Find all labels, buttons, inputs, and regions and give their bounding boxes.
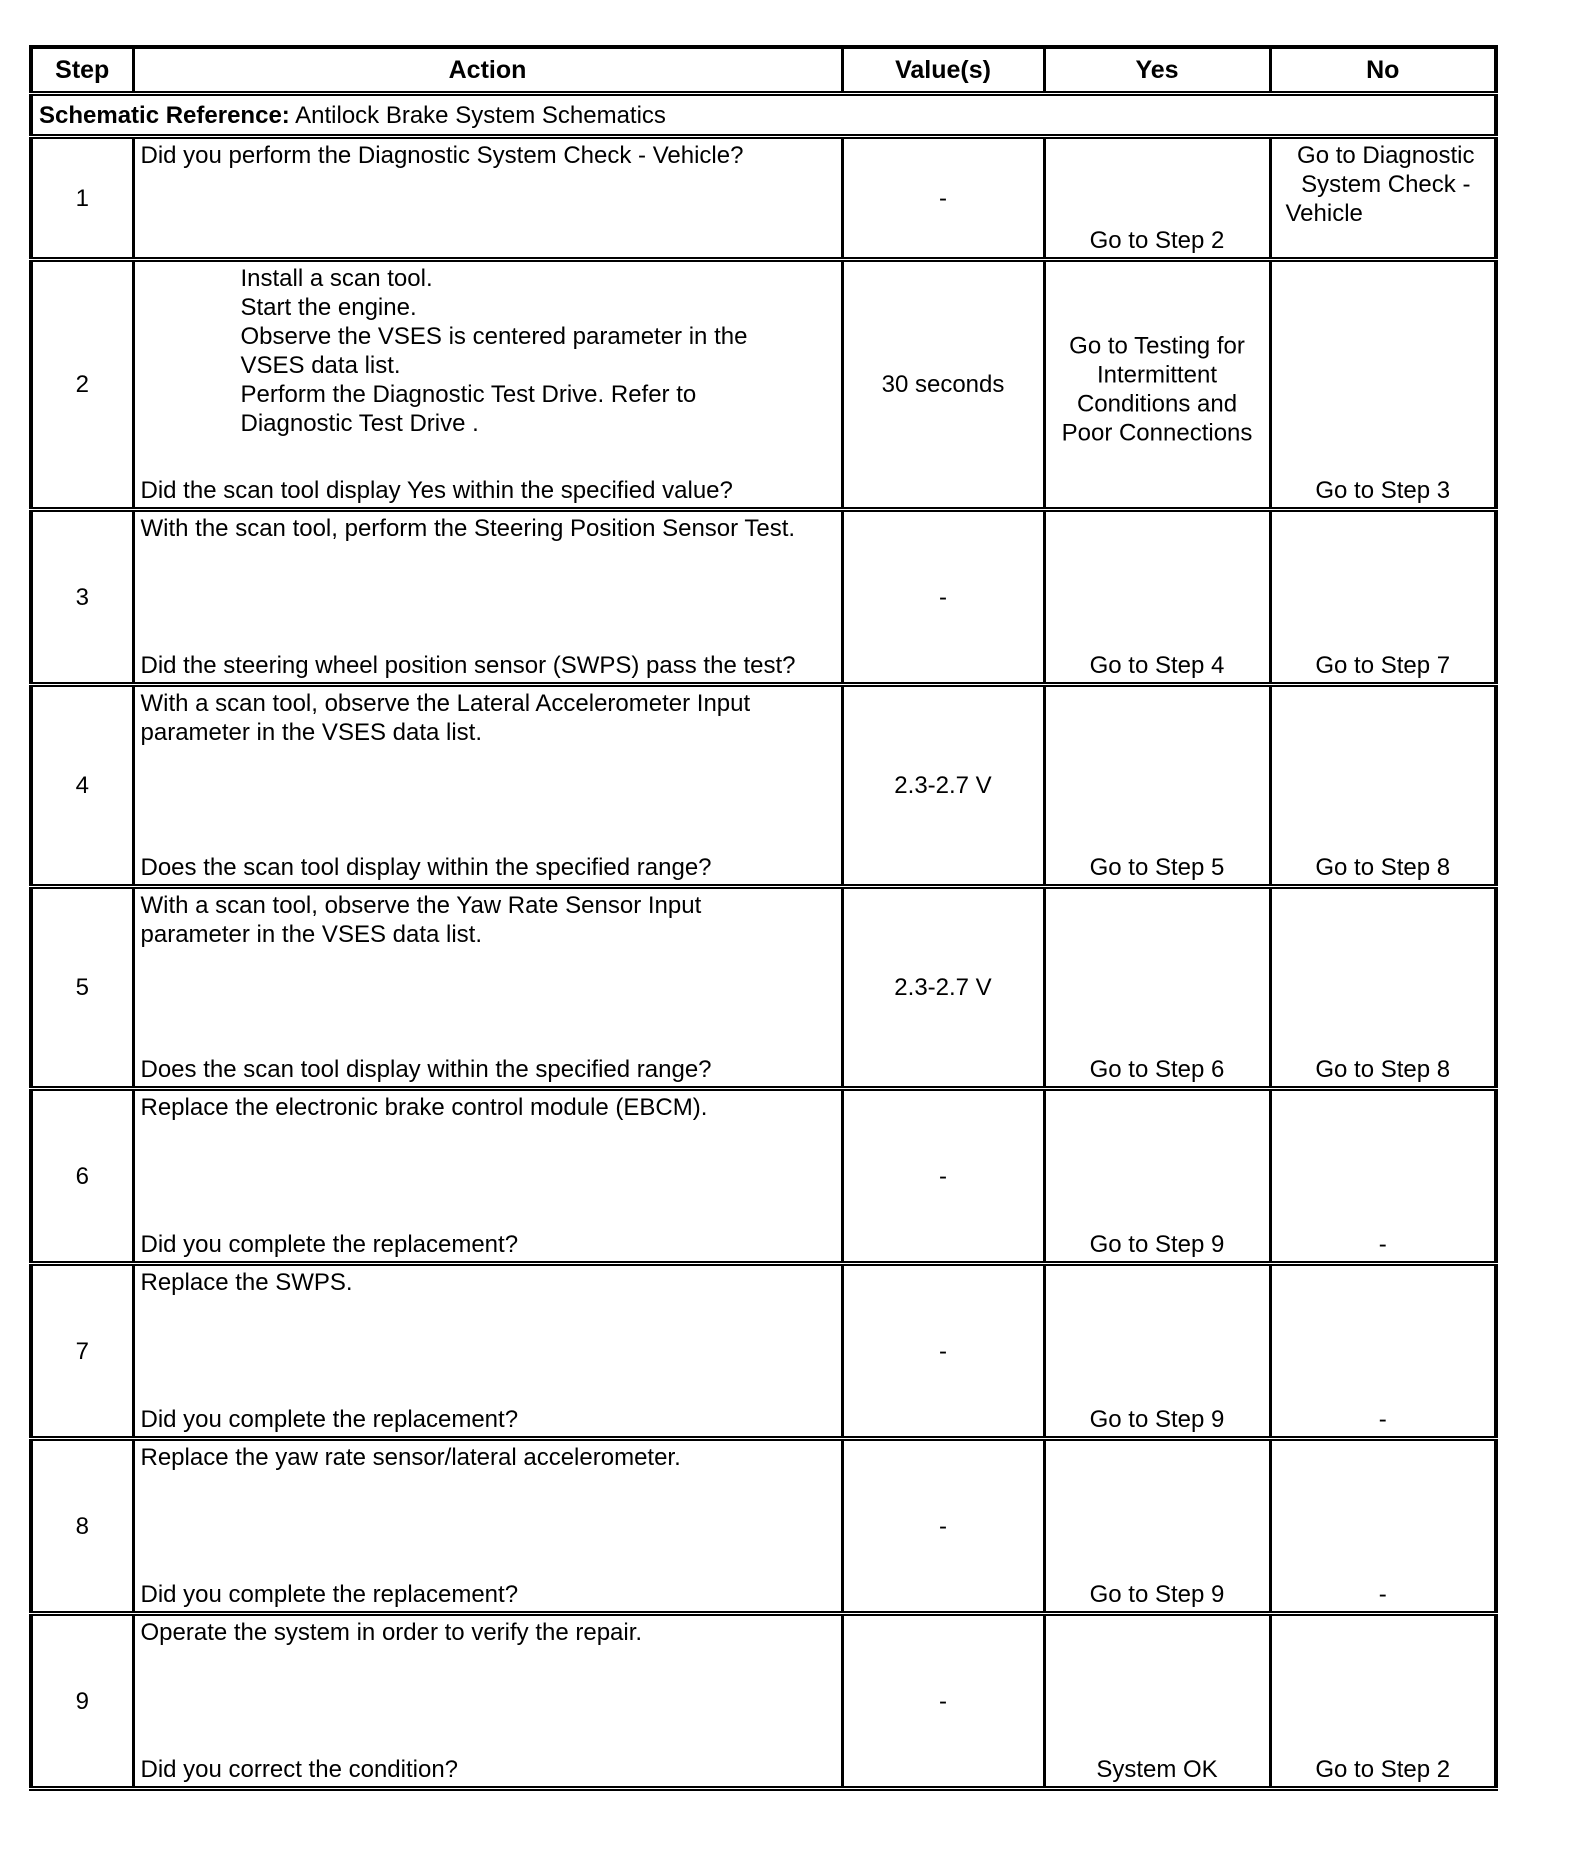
action-question: Does the scan tool display within the specified range? (140, 1056, 712, 1083)
action-cell (133, 1439, 842, 1614)
action-cell (133, 1264, 842, 1439)
no-text: Go to Step 3 (1315, 477, 1451, 504)
action-text: Replace the SWPS. (140, 1269, 353, 1296)
yes-line: Conditions and (1076, 390, 1238, 418)
header-action: Action (133, 47, 842, 94)
yes-line: Poor Connections (1061, 419, 1253, 447)
action-list-item: VSES data list. (240, 352, 401, 379)
yes-text: Go to Step 9 (1089, 1581, 1225, 1608)
action-question: Did the scan tool display Yes within the specified value? (140, 477, 733, 504)
yes-cell (1044, 1089, 1270, 1264)
no-cell (1270, 1089, 1496, 1264)
no-cell (1270, 1264, 1496, 1439)
table-row (31, 137, 1496, 260)
action-cell (133, 685, 842, 887)
action-question: Did the steering wheel position sensor (SWPS) pass the test? (140, 652, 796, 679)
no-text: Go to Step 8 (1315, 854, 1451, 881)
action-list-item: Perform the Diagnostic Test Drive. Refer to (240, 381, 697, 408)
action-list-item: Start the engine. (240, 294, 417, 321)
yes-text (1046, 331, 1269, 447)
header-row (31, 47, 1496, 94)
action-question: Does the scan tool display within the specified range? (140, 854, 712, 881)
action-text (141, 891, 835, 949)
step-number: 5 (31, 887, 133, 1089)
yes-cell (1044, 1264, 1270, 1439)
action-list-item: Install a scan tool. (240, 265, 433, 292)
value-cell: - (842, 1089, 1044, 1264)
action-cell (133, 137, 842, 260)
yes-cell (1044, 137, 1270, 260)
value-cell: - (842, 510, 1044, 685)
table-row (31, 1439, 1496, 1614)
yes-line: Go to Testing for (1069, 332, 1245, 360)
header-yes: Yes (1044, 47, 1270, 94)
yes-cell (1044, 887, 1270, 1089)
schematic-label: Schematic Reference: (39, 101, 290, 129)
no-cell (1270, 1614, 1496, 1789)
table-row (31, 1264, 1496, 1439)
action-cell (133, 1089, 842, 1264)
action-question: Did you complete the replacement? (140, 1231, 519, 1258)
header-values: Value(s) (842, 47, 1044, 94)
yes-text: Go to Step 9 (1089, 1231, 1225, 1258)
action-text (141, 689, 835, 747)
action-line: With a scan tool, observe the Lateral Accelerometer Input (140, 690, 751, 717)
value-cell: - (842, 137, 1044, 260)
table-row (31, 685, 1496, 887)
action-text: Replace the yaw rate sensor/lateral accelerometer. (140, 1444, 681, 1471)
value-cell: - (842, 1614, 1044, 1789)
no-cell (1270, 685, 1496, 887)
step-number: 8 (31, 1439, 133, 1614)
step-number: 9 (31, 1614, 133, 1789)
yes-text: System OK (1096, 1756, 1218, 1783)
yes-text: Go to Step 9 (1089, 1406, 1225, 1433)
yes-text: Go to Step 4 (1089, 652, 1225, 679)
table-row (31, 887, 1496, 1089)
diagnostic-table (29, 45, 1498, 1791)
yes-text: Go to Step 6 (1089, 1056, 1225, 1083)
value-cell: - (842, 1439, 1044, 1614)
no-line: Vehicle (1285, 200, 1363, 227)
value-cell: 30 seconds (842, 260, 1044, 510)
no-line: Go to Diagnostic (1297, 142, 1475, 169)
no-text (1286, 141, 1487, 228)
step-number: 4 (31, 685, 133, 887)
action-text: With the scan tool, perform the Steering Position Sensor Test. (140, 515, 796, 542)
step-number: 2 (31, 260, 133, 510)
action-cell (133, 1614, 842, 1789)
action-list (241, 264, 835, 438)
action-cell (133, 260, 842, 510)
schematic-reference (31, 94, 1496, 137)
step-number: 1 (31, 137, 133, 260)
no-cell (1270, 1439, 1496, 1614)
action-question: Did you complete the replacement? (140, 1581, 519, 1608)
action-line: With a scan tool, observe the Yaw Rate Sensor Input (140, 892, 702, 919)
action-line: parameter in the VSES data list. (140, 921, 483, 948)
table-row (31, 1089, 1496, 1264)
schematic-row (31, 94, 1496, 137)
yes-cell (1044, 1439, 1270, 1614)
action-list-item: Observe the VSES is centered parameter in the (240, 323, 748, 350)
no-cell (1270, 137, 1496, 260)
action-text: Operate the system in order to verify the repair. (140, 1619, 643, 1646)
action-line: parameter in the VSES data list. (140, 719, 483, 746)
table-row (31, 1614, 1496, 1789)
yes-cell (1044, 1614, 1270, 1789)
action-text: Did you perform the Diagnostic System Check - Vehicle? (140, 142, 744, 169)
table-row (31, 510, 1496, 685)
value-cell: 2.3-2.7 V (842, 685, 1044, 887)
yes-text: Go to Step 2 (1089, 227, 1225, 254)
yes-cell (1044, 510, 1270, 685)
yes-line: Intermittent (1096, 361, 1218, 389)
no-cell (1270, 510, 1496, 685)
action-question: Did you correct the condition? (140, 1756, 459, 1783)
no-text: Go to Step 7 (1315, 652, 1451, 679)
no-cell (1270, 260, 1496, 510)
no-text: Go to Step 8 (1315, 1056, 1451, 1083)
table-row (31, 260, 1496, 510)
action-question: Did you complete the replacement? (140, 1406, 519, 1433)
action-cell (133, 887, 842, 1089)
diagnostic-table-sheet (29, 45, 1494, 1791)
step-number: 6 (31, 1089, 133, 1264)
no-text: Go to Step 2 (1315, 1756, 1451, 1783)
action-cell (133, 510, 842, 685)
no-line: System Check - (1301, 171, 1471, 198)
no-text: - (1378, 1406, 1387, 1433)
header-step: Step (31, 47, 133, 94)
yes-cell (1044, 260, 1270, 510)
step-number: 3 (31, 510, 133, 685)
action-text: Replace the electronic brake control module (EBCM). (140, 1094, 708, 1121)
no-text: - (1378, 1231, 1387, 1258)
yes-cell (1044, 685, 1270, 887)
step-number: 7 (31, 1264, 133, 1439)
header-no: No (1270, 47, 1496, 94)
yes-text: Go to Step 5 (1089, 854, 1225, 881)
action-list-item: Diagnostic Test Drive . (240, 410, 479, 437)
schematic-text: Antilock Brake System Schematics (295, 101, 666, 129)
value-cell: - (842, 1264, 1044, 1439)
no-text: - (1378, 1581, 1387, 1608)
no-cell (1270, 887, 1496, 1089)
value-cell: 2.3-2.7 V (842, 887, 1044, 1089)
